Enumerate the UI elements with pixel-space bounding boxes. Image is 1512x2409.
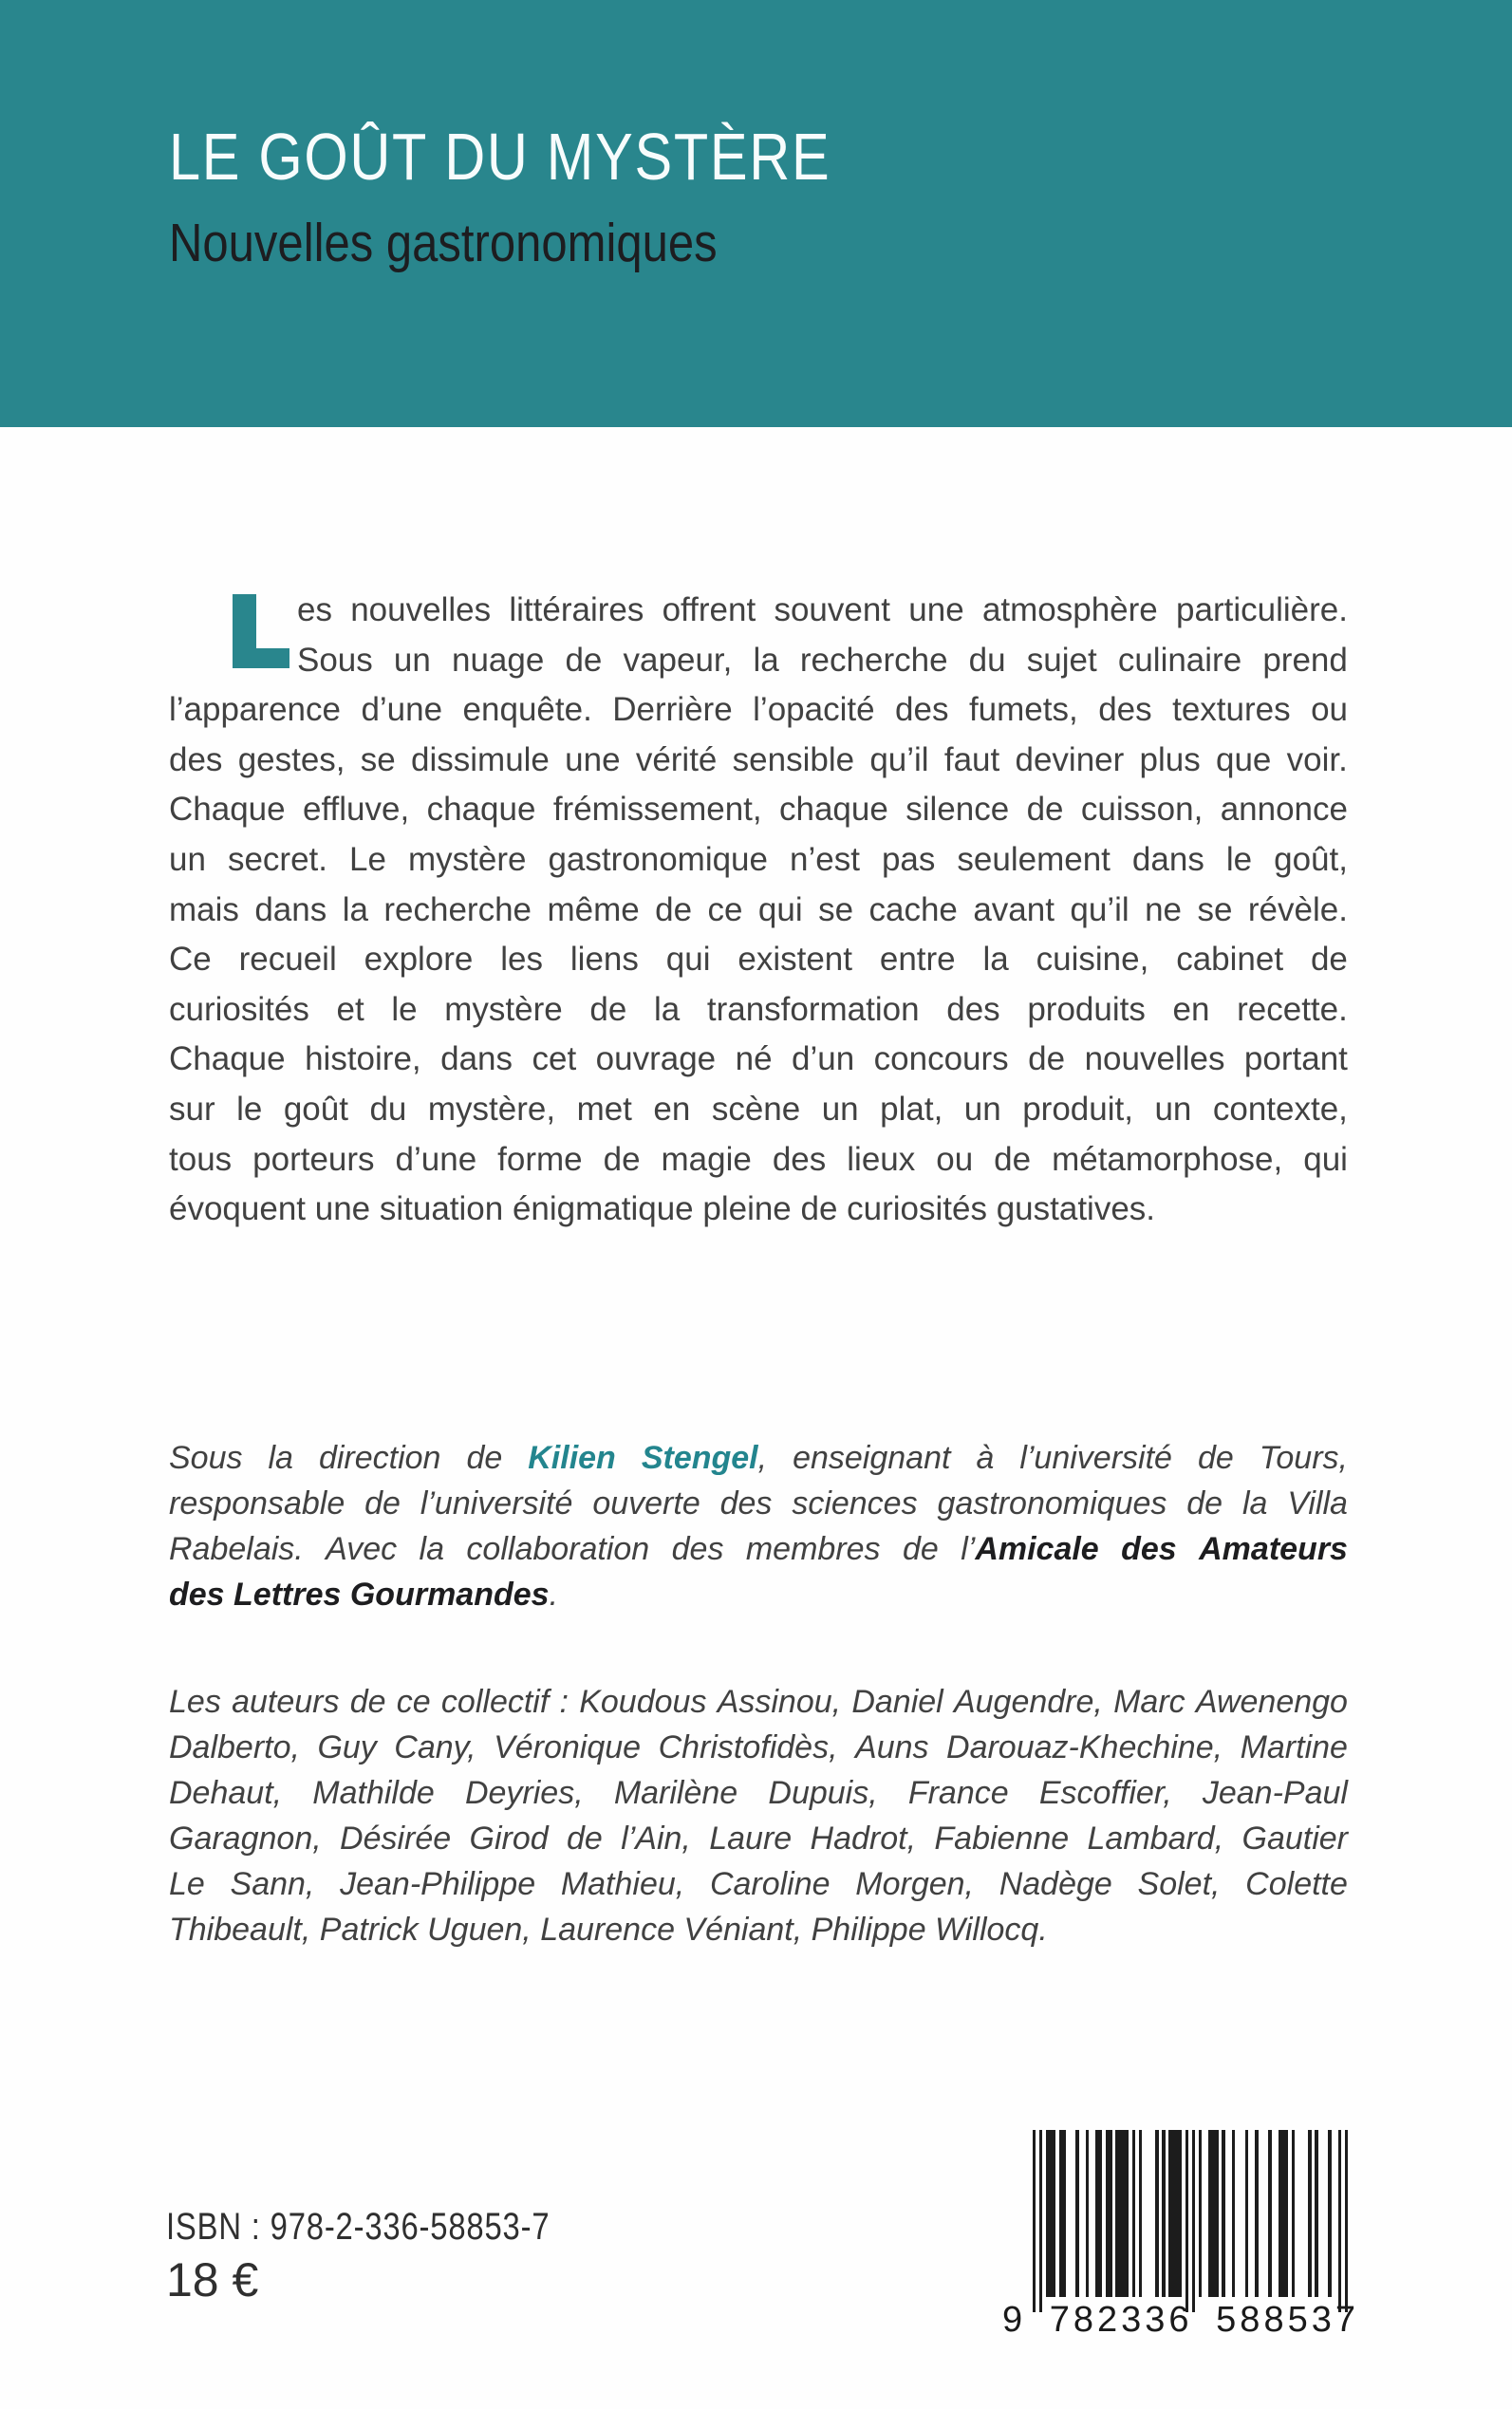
barcode-digit-group: 588537 bbox=[1216, 2300, 1359, 2340]
authors-paragraph bbox=[169, 1679, 1348, 1952]
barcode-bar bbox=[1315, 2130, 1317, 2297]
text-line: un secret. Le mystère gastronomique n’est pas seulement dans le goût, bbox=[169, 840, 1348, 878]
barcode-bar bbox=[1046, 2130, 1055, 2297]
barcode-bar bbox=[1039, 2130, 1042, 2312]
text-line: l’apparence d’une enquête. Derrière l’opacité des fumets, des textures ou bbox=[169, 691, 1348, 729]
barcode-bar bbox=[1345, 2130, 1348, 2312]
text-line: Garagnon, Désirée Girod de l’Ain, Laure Hadrot, Fabienne Lambard, Gautier bbox=[169, 1821, 1348, 1857]
text-line: Dalberto, Guy Cany, Véronique Christofidès, Auns Darouaz-Khechine, Martine bbox=[169, 1729, 1348, 1765]
isbn-text: ISBN : 978-2-336-58853-7 bbox=[166, 2206, 551, 2248]
barcode-bar bbox=[1132, 2130, 1135, 2297]
text-line: curiosités et le mystère de la transformation des produits en recette. bbox=[169, 990, 1348, 1028]
text-line: Dehaut, Mathilde Deyries, Marilène Dupuis, France Escoffier, Jean-Paul bbox=[169, 1775, 1348, 1811]
barcode-bar bbox=[1268, 2130, 1271, 2297]
barcode-bar bbox=[1308, 2130, 1311, 2297]
barcode-bar bbox=[1255, 2130, 1258, 2297]
text-line: responsable de l’université ouverte des sciences gastronomiques de la Villa bbox=[169, 1485, 1348, 1522]
barcode-bar bbox=[1059, 2130, 1066, 2297]
credits-paragraph bbox=[169, 1435, 1348, 1617]
barcode bbox=[1033, 2130, 1348, 2312]
barcode-bar bbox=[1095, 2130, 1102, 2297]
barcode-bar bbox=[1199, 2130, 1202, 2297]
text-line: des Lettres Gourmandes. bbox=[169, 1577, 559, 1613]
barcode-bar bbox=[1106, 2130, 1112, 2297]
book-subtitle: Nouvelles gastronomiques bbox=[169, 213, 718, 273]
text-line: mais dans la recherche même de ce qui se cache avant qu’il ne se révèle. bbox=[169, 890, 1348, 928]
barcode-bar bbox=[1115, 2130, 1129, 2297]
barcode-digit-group: 9 bbox=[1002, 2300, 1027, 2340]
text-line: Le Sann, Jean-Philippe Mathieu, Caroline Morgen, Nadège Solet, Colette bbox=[169, 1866, 1348, 1902]
book-title: LE GOÛT DU MYSTÈRE bbox=[169, 120, 831, 194]
text-line: Chaque histoire, dans cet ouvrage né d’un concours de nouvelles portant bbox=[169, 1040, 1348, 1078]
barcode-bar bbox=[1168, 2130, 1182, 2297]
barcode-bar bbox=[1162, 2130, 1165, 2297]
barcode-digit-group: 782336 bbox=[1049, 2300, 1193, 2340]
barcode-bar bbox=[1279, 2130, 1288, 2297]
barcode-bar bbox=[1192, 2130, 1195, 2312]
barcode-digits bbox=[1002, 2301, 1359, 2339]
text-line: Rabelais. Avec la collaboration des membres de l’Amicale des Amateurs bbox=[169, 1531, 1348, 1567]
price-text: 18 € bbox=[166, 2253, 259, 2306]
barcode-bar bbox=[1075, 2130, 1078, 2297]
barcode-bar bbox=[1338, 2130, 1341, 2312]
barcode-bar bbox=[1185, 2130, 1188, 2312]
text-line: Sous un nuage de vapeur, la recherche du sujet culinaire prend bbox=[297, 641, 1348, 679]
barcode-bar bbox=[1033, 2130, 1036, 2312]
text-line: sur le goût du mystère, met en scène un plat, un produit, un contexte, bbox=[169, 1090, 1348, 1128]
barcode-bar bbox=[1139, 2130, 1142, 2297]
barcode-bar bbox=[1208, 2130, 1218, 2297]
text-line: es nouvelles littéraires offrent souvent une atmosphère particulière. bbox=[297, 591, 1348, 628]
text-line: tous porteurs d’une forme de magie des lieux ou de métamorphose, qui bbox=[169, 1140, 1348, 1178]
barcode-bar bbox=[1328, 2130, 1331, 2297]
text-line: Thibeault, Patrick Uguen, Laurence Véniant, Philippe Willocq. bbox=[169, 1912, 1048, 1948]
barcode-bar bbox=[1232, 2130, 1235, 2297]
barcode-bar bbox=[1222, 2130, 1224, 2297]
barcode-bar bbox=[1155, 2130, 1158, 2297]
barcode-bar bbox=[1292, 2130, 1295, 2297]
barcode-bar bbox=[1245, 2130, 1248, 2297]
text-line: des gestes, se dissimule une vérité sensible qu’il faut deviner plus que voir. bbox=[169, 740, 1348, 778]
text-line: Sous la direction de Kilien Stengel, enseignant à l’université de Tours, bbox=[169, 1440, 1348, 1476]
synopsis-paragraph bbox=[169, 586, 1348, 1235]
text-line: Les auteurs de ce collectif : Koudous Assinou, Daniel Augendre, Marc Awenengo bbox=[169, 1684, 1348, 1720]
text-line: Ce recueil explore les liens qui existent entre la cuisine, cabinet de bbox=[169, 941, 1348, 979]
text-line: Chaque effluve, chaque frémissement, chaque silence de cuisson, annonce bbox=[169, 791, 1348, 829]
barcode-bar bbox=[1086, 2130, 1089, 2297]
text-line: évoquent une situation énigmatique pleine de curiosités gustatives. bbox=[169, 1190, 1156, 1228]
